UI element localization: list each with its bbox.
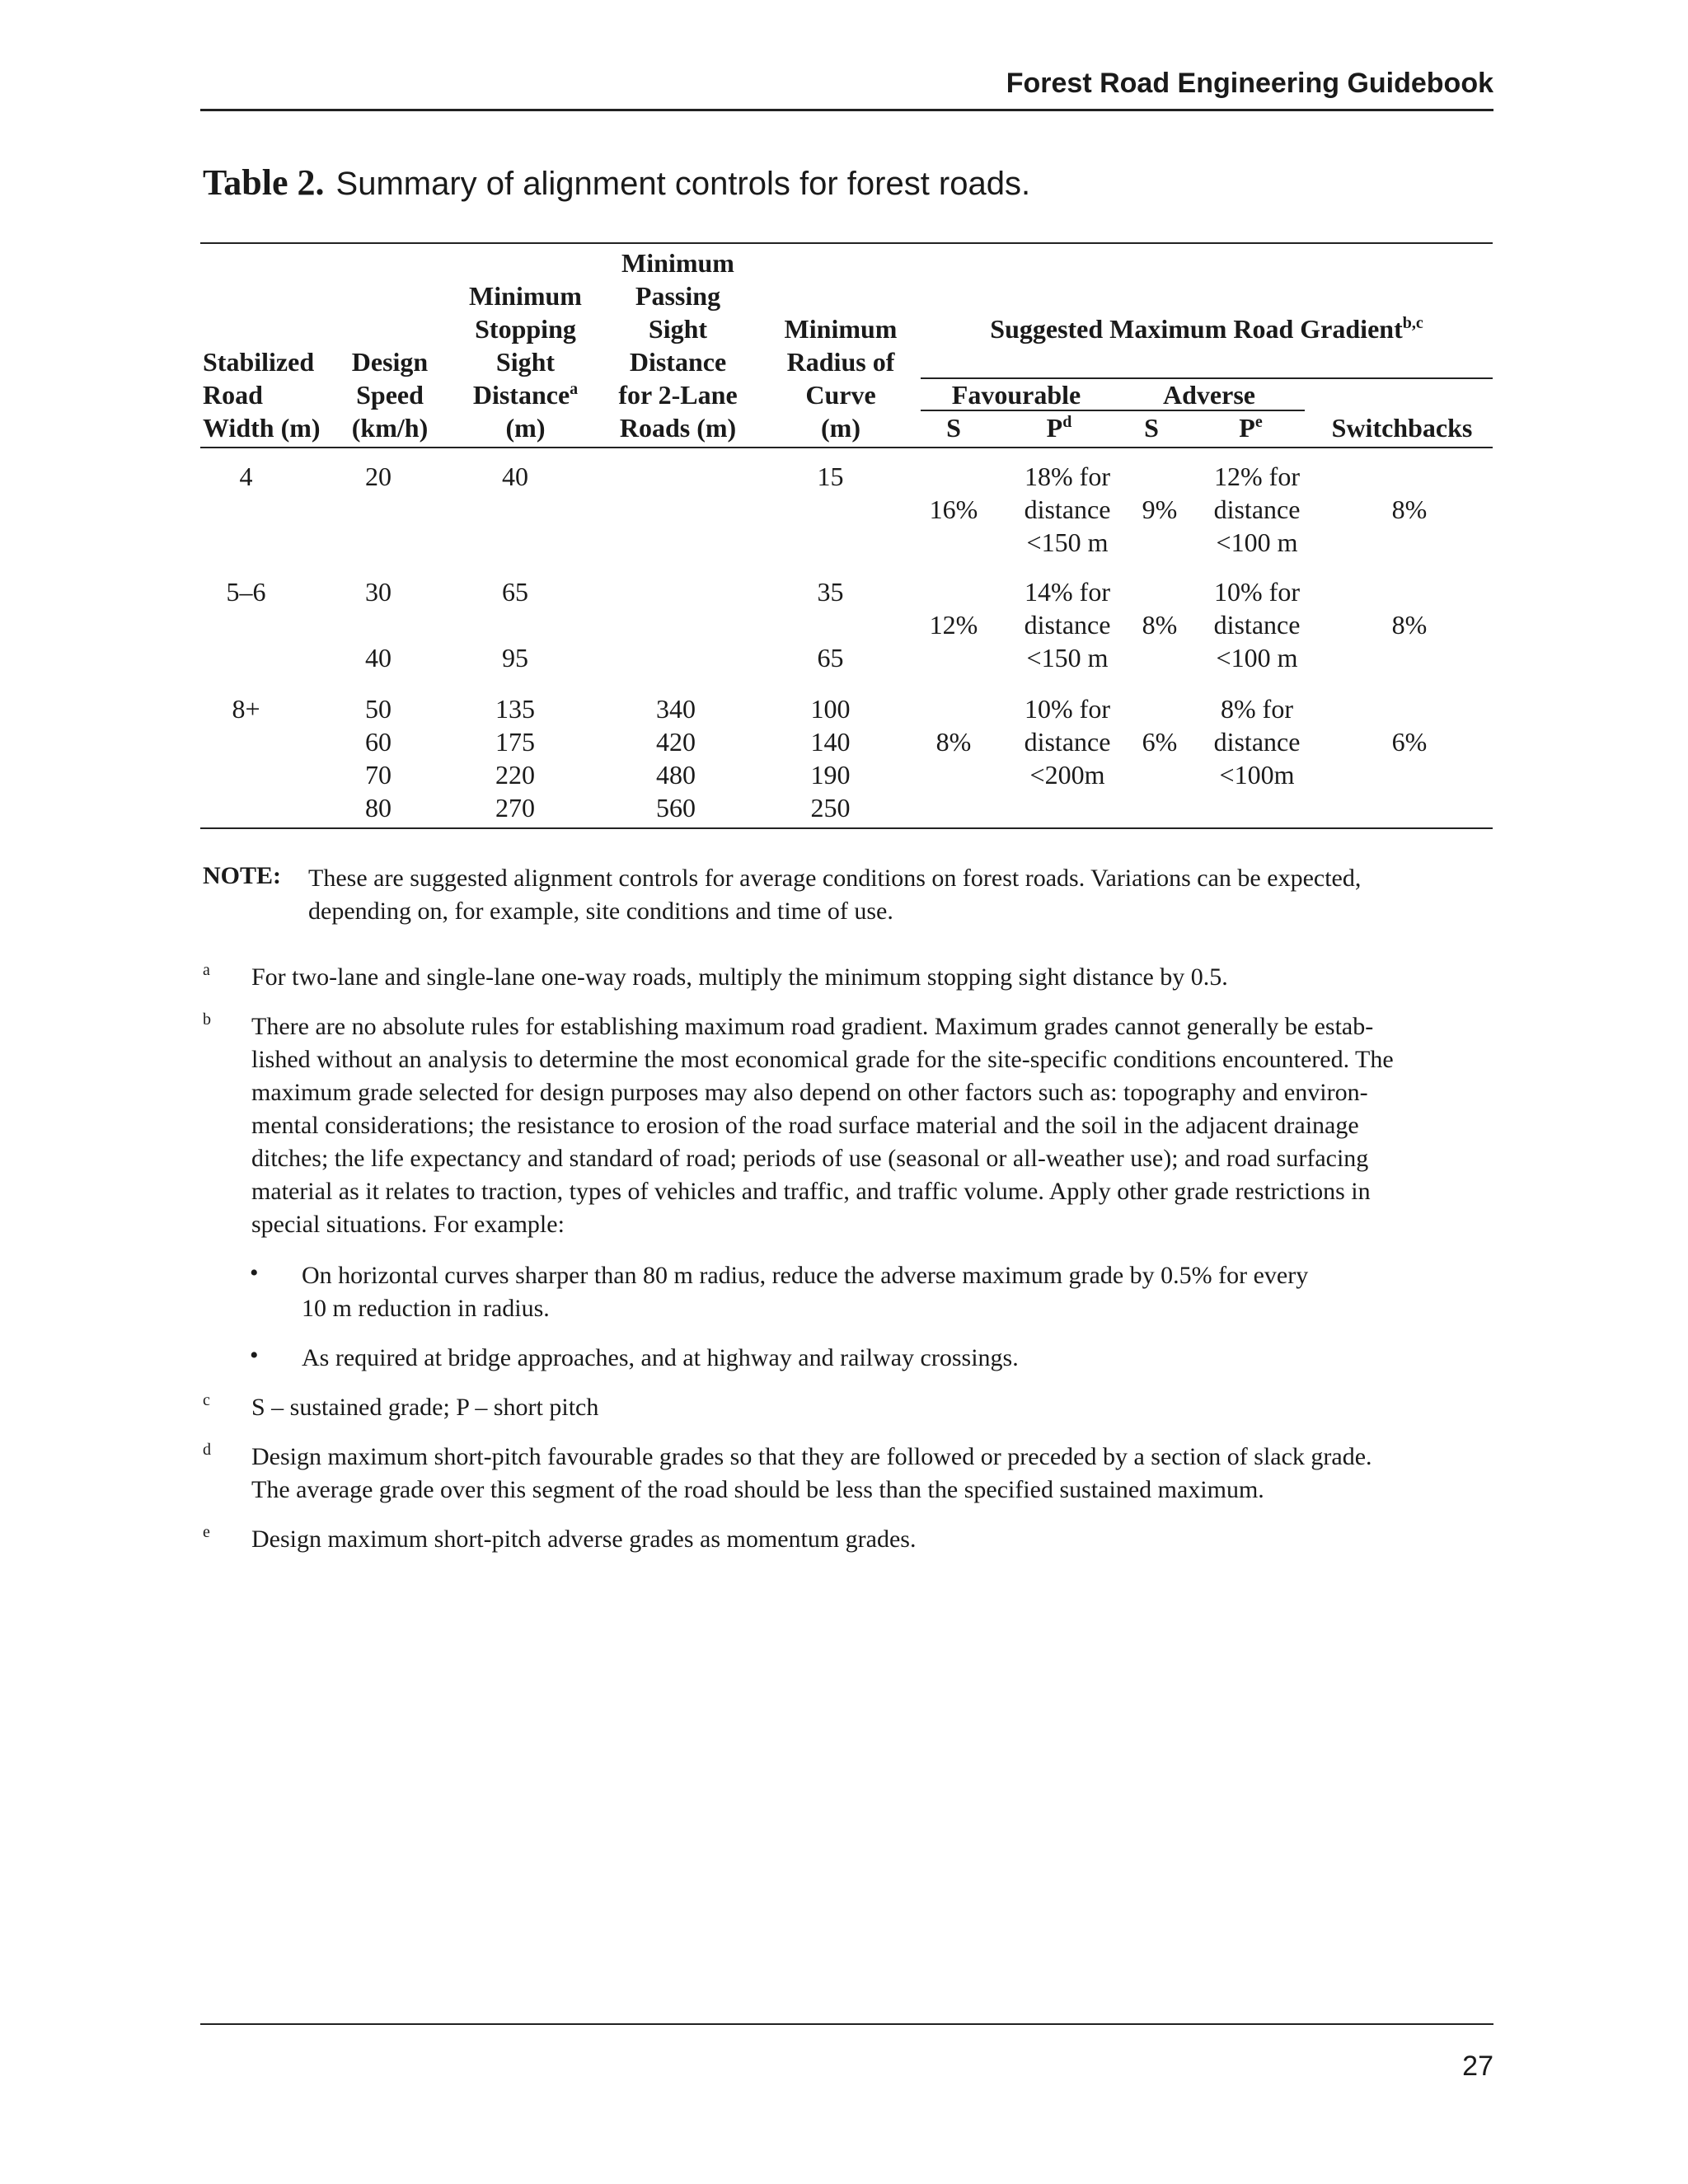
group-2-row-1-speed: 30 bbox=[365, 577, 392, 607]
group-3-row-2-radius: 140 bbox=[810, 727, 851, 757]
footer-rule bbox=[200, 2023, 1493, 2025]
group-2-adv-p: 10% for distance <100 m bbox=[1213, 577, 1301, 673]
group-3-row-2-stopping: 175 bbox=[495, 727, 535, 757]
group-3-row-1-speed: 50 bbox=[365, 694, 392, 724]
bullet-2-text: As required at bridge approaches, and at highway and railway crossings. bbox=[302, 1344, 1019, 1371]
footnote-a-mark: a bbox=[203, 961, 210, 979]
group-3-row-3-speed: 70 bbox=[365, 760, 392, 790]
col-header-adv-p: $P^e$ bbox=[1239, 413, 1263, 443]
footnote-d-text: Design maximum short-pitch favourable grades so that they are followed or preceded by a section of slack grade. The average grade over this segment of the road should be less than the specified sustained maximum. bbox=[251, 1443, 1372, 1503]
group-1-fav-s: 16% bbox=[929, 494, 978, 524]
col-header-fav-p: $P^d$ bbox=[1046, 413, 1072, 443]
table-bottom-rule bbox=[200, 827, 1493, 829]
group-3-row-1-radius: 100 bbox=[810, 694, 851, 724]
group-3-row-4-stopping: 270 bbox=[495, 793, 535, 823]
group-3-width: 8+ bbox=[232, 694, 260, 724]
col-header-fav-s: S bbox=[946, 413, 961, 443]
group-1-switchbacks: 8% bbox=[1391, 494, 1428, 524]
group-2-row-2-radius: 65 bbox=[817, 643, 844, 673]
footnote-b-text: There are no absolute rules for establishing maximum road gradient. Maximum grades cannot generally be estab- lished without an analysis to determine the most economical grade for the site-specific conditions encountered. The maximum grade selected for design purposes may also depend on other factors such as: topography and environ- mental considerations; the resistance to erosion of the road surface material and the soil in the adjacent drainage ditches; the life expectancy and standard of road; periods of use (seasonal or all-weather use); and road surfacing material as it relates to traction, types of vehicles and traffic, and traffic volume. Apply other grade restrictions in special situations. For example: bbox=[251, 1013, 1394, 1238]
bullet-1-marker: • bbox=[250, 1259, 259, 1286]
group-1-radius: 15 bbox=[817, 462, 844, 491]
col-header-radius: Minimum Radius of Curve (m) bbox=[784, 314, 898, 443]
col-header-gradient: Suggested Maximum Road Gradient$^{b,c}$ bbox=[990, 314, 1423, 344]
group-2-row-2-stopping: 95 bbox=[502, 643, 528, 673]
group-1-fav-p: 18% for distance <150 m bbox=[1024, 462, 1111, 557]
col-header-stopping: Minimum Stopping Sight Distance$^a$ (m) bbox=[469, 281, 582, 443]
group-3-row-3-radius: 190 bbox=[810, 760, 851, 790]
footnote-e-text: Design maximum short-pitch adverse grades as momentum grades. bbox=[251, 1526, 917, 1553]
group-1-stopping: 40 bbox=[502, 462, 528, 491]
footnote-c-text: S – sustained grade; P – short pitch bbox=[251, 1394, 599, 1421]
group-3-fav-p: 10% for distance <200m bbox=[1024, 694, 1111, 790]
footnote-d-mark: d bbox=[203, 1441, 211, 1459]
header-bottom-rule bbox=[200, 447, 1493, 448]
group-3-row-1-passing: 340 bbox=[656, 694, 696, 724]
col-header-switchbacks: Switchbacks bbox=[1331, 413, 1473, 443]
col-header-adv-s: S bbox=[1144, 413, 1159, 443]
group-2-row-2-speed: 40 bbox=[365, 643, 392, 673]
group-3-adv-p: 8% for distance <100m bbox=[1213, 694, 1301, 790]
group-3-row-4-passing: 560 bbox=[656, 793, 696, 823]
col-header-passing: Minimum Passing Sight Distance for 2-Lane Roads (m) bbox=[618, 248, 738, 443]
table-title bbox=[203, 162, 1030, 204]
group-3-row-4-speed: 80 bbox=[365, 793, 392, 823]
col-header-favourable: Favourable bbox=[951, 380, 1081, 410]
group-1-width: 4 bbox=[239, 462, 253, 491]
group-2-fav-p: 14% for distance <150 m bbox=[1024, 577, 1111, 673]
table-number: Table 2. bbox=[203, 162, 325, 203]
group-3-switchbacks: 6% bbox=[1391, 727, 1428, 757]
col-header-speed: Design Speed (km/h) bbox=[351, 347, 429, 443]
note-label: NOTE: bbox=[203, 862, 282, 889]
running-header: Forest Road Engineering Guidebook bbox=[1006, 68, 1493, 99]
footnote-c-mark: c bbox=[203, 1391, 210, 1409]
group-3-row-1-stopping: 135 bbox=[495, 694, 535, 724]
group-3-row-3-stopping: 220 bbox=[495, 760, 535, 790]
group-2-row-1-stopping: 65 bbox=[502, 577, 528, 607]
table-top-rule bbox=[200, 242, 1493, 244]
group-3-adv-s: 6% bbox=[1142, 727, 1178, 757]
group-1-speed: 20 bbox=[365, 462, 392, 491]
footnote-b-mark: b bbox=[203, 1010, 211, 1029]
group-1-adv-s: 9% bbox=[1142, 494, 1178, 524]
group-2-width: 5–6 bbox=[226, 577, 266, 607]
group-3-row-2-speed: 60 bbox=[365, 727, 392, 757]
col-header-width: Stabilized Road Width (m) bbox=[203, 347, 321, 443]
footnote-e-mark: e bbox=[203, 1523, 210, 1541]
bullet-1-text: On horizontal curves sharper than 80 m radius, reduce the adverse maximum grade by 0.5% for every 10 m reduction in radius. bbox=[302, 1262, 1309, 1322]
table-caption: Summary of alignment controls for forest roads. bbox=[335, 166, 1031, 202]
note-text: These are suggested alignment controls for average conditions on forest roads. Variations can be expected, depending on, for example, site conditions and time of use. bbox=[308, 865, 1362, 925]
group-3-row-3-passing: 480 bbox=[656, 760, 696, 790]
group-3-row-4-radius: 250 bbox=[810, 793, 851, 823]
group-2-switchbacks: 8% bbox=[1391, 610, 1428, 640]
bullet-2-marker: • bbox=[250, 1342, 259, 1369]
group-1-adv-p: 12% for distance <100 m bbox=[1213, 462, 1301, 557]
page-number: 27 bbox=[1462, 2050, 1493, 2082]
header-rule bbox=[200, 109, 1493, 111]
group-3-fav-s: 8% bbox=[935, 727, 972, 757]
group-2-adv-s: 8% bbox=[1142, 610, 1178, 640]
group-2-row-1-radius: 35 bbox=[817, 577, 844, 607]
group-2-fav-s: 12% bbox=[929, 610, 978, 640]
col-header-adverse: Adverse bbox=[1163, 380, 1255, 410]
footnote-a-text: For two-lane and single-lane one-way roads, multiply the minimum stopping sight distance by 0.5. bbox=[251, 963, 1228, 991]
group-3-row-2-passing: 420 bbox=[656, 727, 696, 757]
